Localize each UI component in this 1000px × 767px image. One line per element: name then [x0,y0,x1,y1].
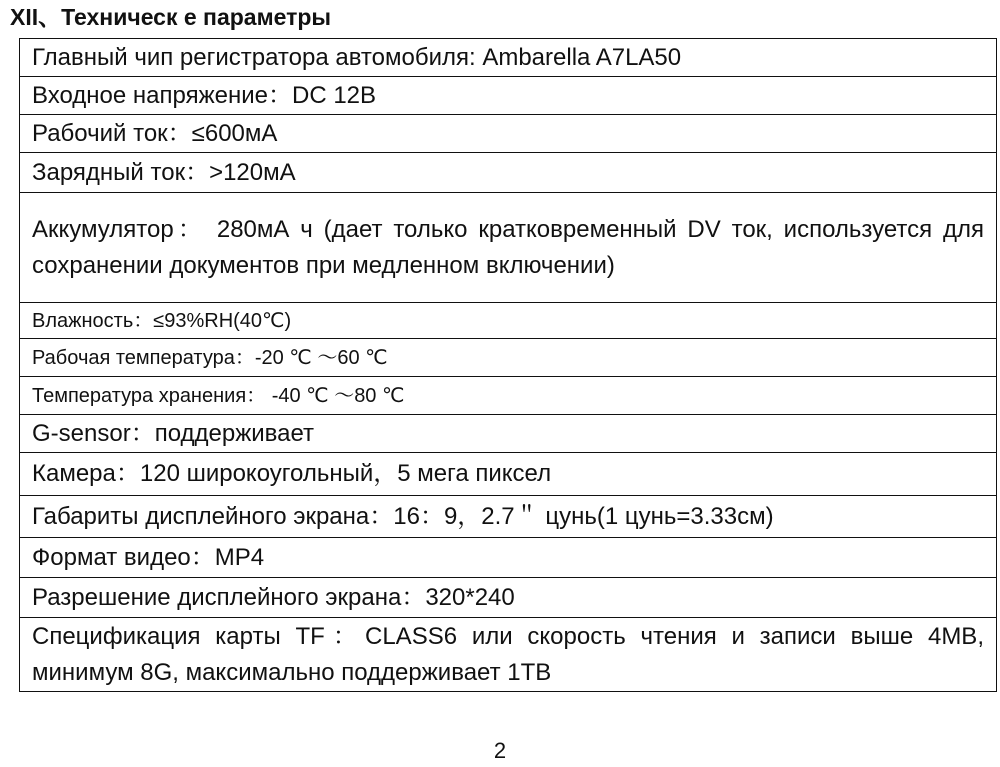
table-row [20,193,997,303]
table-row [20,496,997,538]
table-row [20,153,997,193]
spec-input-voltage: Входное напряжение：DC 12В [20,77,997,115]
spec-g-sensor: G-sensor：поддерживает [20,415,997,453]
spec-tf-card: Спецификация карты TF：CLASS6 или скорость чтения и записи выше 4MB, минимум 8G, максимально поддерживает 1TB [20,618,997,692]
spec-charging-current: Зарядный ток：>120мА [20,153,997,193]
spec-screen-size: Габариты дисплейного экрана：16：9，2.7＂ цунь(1 цунь=3.33см) [20,496,997,538]
spec-screen-resolution: Разрешение дисплейного экрана：320*240 [20,578,997,618]
table-row [20,339,997,377]
spec-working-current: Рабочий ток：≤600мА [20,115,997,153]
table-row [20,415,997,453]
spec-working-temperature: Рабочая температура：-20 ℃ ～60 ℃ [20,339,997,377]
table-row [20,377,997,415]
spec-video-format: Формат видео：MP4 [20,538,997,578]
spec-chip: Главный чип регистратора автомобиля: Ambarella A7LA50 [20,39,997,77]
spec-camera: Камера：120 широкоугольный，5 мега пиксел [20,453,997,496]
table-row [20,303,997,339]
page-number: 2 [493,738,507,763]
table-row [20,39,997,77]
spec-table [19,38,997,692]
spec-humidity: Влажность：≤93%RH(40℃) [20,303,997,339]
table-row [20,618,997,692]
spec-battery: Аккумулятор： 280мА ч (дает только кратковременный DV ток, используется для сохранении документов при медленном включении) [20,193,997,303]
spec-storage-temperature: Температура хранения： -40 ℃ ～80 ℃ [20,377,997,415]
section-heading: XII、Техническ е параметры [10,4,332,30]
table-row [20,77,997,115]
table-row [20,453,997,496]
table-row [20,538,997,578]
table-row [20,578,997,618]
table-row [20,115,997,153]
